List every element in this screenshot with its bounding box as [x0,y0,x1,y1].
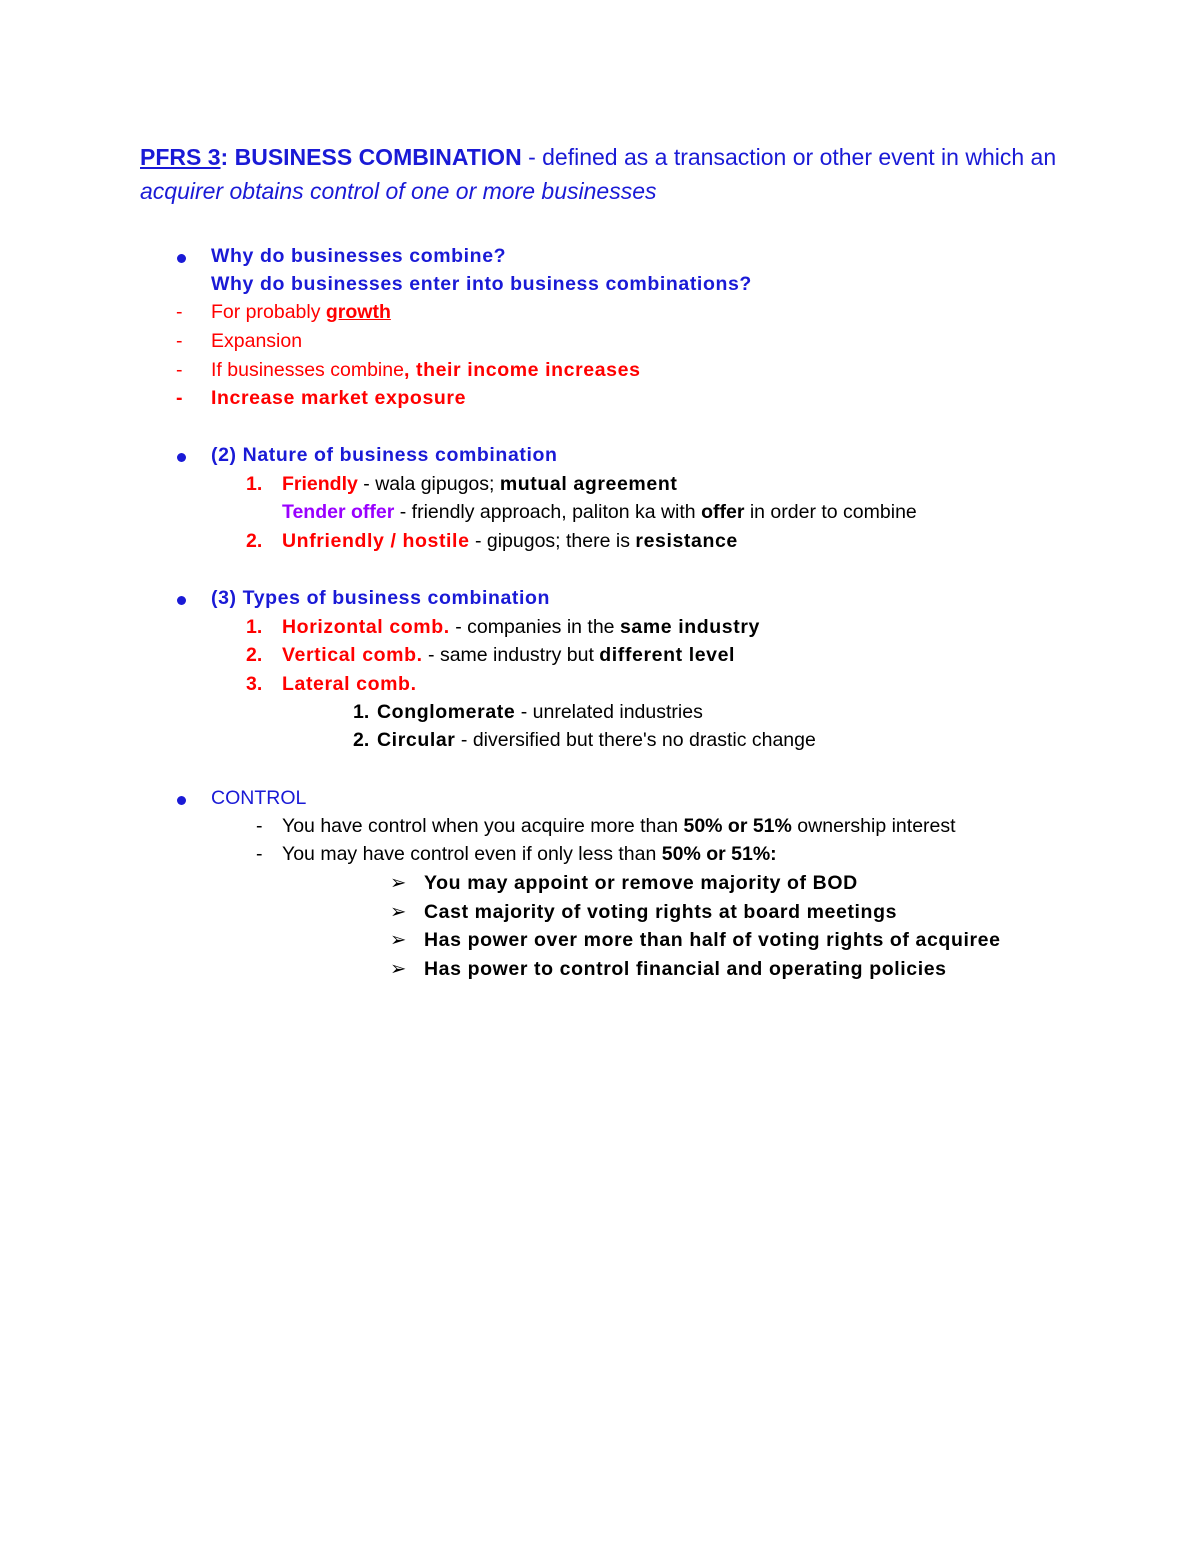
types-item: Vertical comb. - same industry but different level [282,644,736,666]
types-heading: (3) Types of business combination [211,587,551,609]
standard-name: PFRS 3 [140,144,221,170]
why-item: Increase market exposure [211,387,467,409]
control-point: Has power over more than half of voting rights of acquiree [424,929,1001,951]
types-item: Lateral comb. [282,673,417,695]
why-question-2: Why do businesses enter into business combinations? [211,273,752,295]
page-title [140,140,1100,208]
types-sub-item: Circular - diversified but there's no drastic change [377,729,816,751]
why-question-1: Why do businesses combine? [211,245,507,267]
arrow-bullet-icon: ➢ [390,929,407,951]
why-item: Expansion [211,330,303,352]
list-number: 2. [246,530,263,552]
list-number: 1. [246,473,263,495]
control-point: You may appoint or remove majority of BOD [424,872,858,894]
dash-marker: - [256,843,263,865]
bullet-icon [177,453,186,462]
definition-text: - defined as a transaction or other event in which an [521,144,1057,170]
control-point: Has power to control financial and operating policies [424,958,947,980]
nature-item: Unfriendly / hostile - gipugos; there is resistance [282,530,738,552]
sub-list-number: 2. [353,729,370,751]
title-heading: BUSINESS COMBINATION [234,144,522,170]
dash-marker: - [256,815,263,837]
definition-italic: acquirer obtains control of one or more businesses [140,178,657,204]
control-heading: CONTROL [211,787,307,809]
list-number: 2. [246,644,263,666]
arrow-bullet-icon: ➢ [390,901,407,923]
title-colon: : [220,144,235,170]
list-number: 1. [246,616,263,638]
bullet-icon [177,596,186,605]
dash-marker: - [176,387,183,409]
types-sub-item: Conglomerate - unrelated industries [377,701,703,723]
list-number: 3. [246,673,263,695]
dash-marker: - [176,301,183,323]
arrow-bullet-icon: ➢ [390,958,407,980]
why-item: If businesses combine, their income increases [211,359,641,381]
nature-item: Friendly - wala gipugos; mutual agreement [282,473,678,495]
sub-list-number: 1. [353,701,370,723]
why-item: For probably growth [211,301,391,323]
nature-item: Tender offer - friendly approach, paliton ka with offer in order to combine [282,501,917,523]
control-item: You may have control even if only less than 50% or 51%: [282,843,777,865]
types-item: Horizontal comb. - companies in the same industry [282,616,760,638]
arrow-bullet-icon: ➢ [390,872,407,894]
bullet-icon [177,254,186,263]
nature-heading: (2) Nature of business combination [211,444,558,466]
control-point: Cast majority of voting rights at board meetings [424,901,898,923]
dash-marker: - [176,330,183,352]
bullet-icon [177,796,186,805]
dash-marker: - [176,359,183,381]
control-item: You have control when you acquire more than 50% or 51% ownership interest [282,815,956,837]
